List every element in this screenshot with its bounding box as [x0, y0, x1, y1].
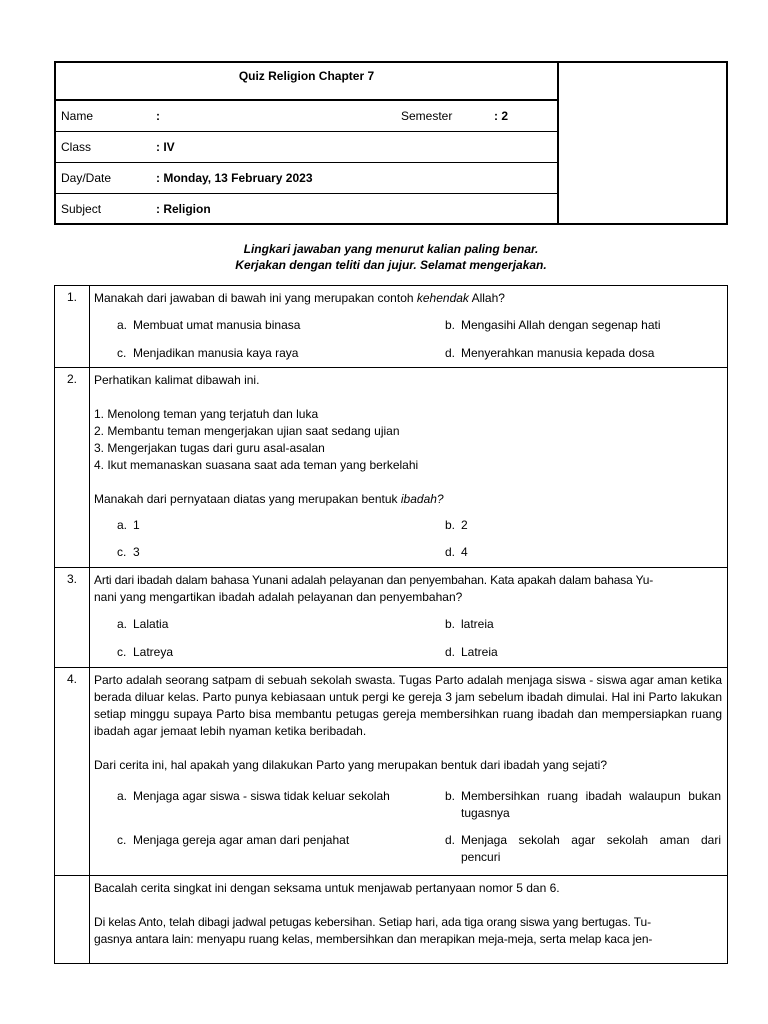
option-d[interactable]	[445, 832, 721, 866]
name-label: Name	[61, 109, 94, 123]
option-a[interactable]	[117, 616, 168, 633]
option-letter: d.	[445, 645, 456, 659]
statement-4: 4. Ikut memanaskan suasana saat ada teman yang berkelahi	[94, 458, 419, 472]
semester-label: Semester	[401, 109, 453, 123]
option-text: Lalatia	[133, 617, 169, 631]
question-text	[94, 672, 722, 774]
subject-label: Subject	[61, 202, 102, 216]
statement-2: 2. Membantu teman mengerjakan ujian saat sedang ujian	[94, 424, 400, 438]
statement-1: 1. Menolong teman yang terjatuh dan luka	[94, 407, 319, 421]
option-text: 1	[133, 518, 140, 532]
question-text	[94, 290, 722, 307]
statement-3: 3. Mengerjakan tugas dari guru asal-asalan	[94, 441, 325, 455]
option-text: Latreya	[133, 645, 174, 659]
option-c[interactable]	[117, 832, 417, 849]
option-text: Mengasihi Allah dengan segenap hati	[461, 318, 661, 332]
semester-value: : 2	[494, 109, 509, 123]
question-text	[94, 572, 722, 606]
option-letter: b.	[445, 617, 456, 631]
subject-row	[56, 194, 557, 225]
instruction-line-1: Lingkari jawaban yang menurut kalian paling benar.	[243, 242, 539, 256]
question-intro: Perhatikan kalimat dibawah ini.	[94, 373, 260, 387]
option-d[interactable]	[445, 644, 498, 661]
question-number: 1.	[55, 286, 90, 367]
option-d[interactable]	[445, 345, 654, 362]
option-c[interactable]	[117, 644, 173, 661]
question-number: 3.	[55, 568, 90, 667]
option-letter: d.	[445, 346, 456, 360]
subject-value: : Religion	[156, 202, 211, 216]
question-number: 4.	[55, 668, 90, 875]
question-prompt: Dari cerita ini, hal apakah yang dilakukan Parto yang merupakan bentuk dari ibadah yang sejati?	[94, 758, 607, 772]
question-text	[94, 372, 722, 508]
question-emphasis: kehendak	[416, 291, 469, 305]
story-line: Di kelas Anto, telah dibagi jadwal petugas kebersihan. Setiap hari, ada tiga orang siswa yang bertugas. Tu-	[94, 915, 651, 929]
name-value: :	[156, 109, 160, 123]
option-text: Menjaga sekolah agar sekolah aman dari pencuri	[461, 833, 721, 864]
question-line: nani yang mengartikan ibadah adalah pelayanan dan penyembahan?	[94, 590, 463, 604]
question-number	[55, 876, 90, 963]
option-letter: b.	[445, 318, 456, 332]
question-1	[54, 285, 728, 368]
date-row	[56, 163, 557, 194]
option-letter: a.	[117, 617, 128, 631]
instruction-line-2: Kerjakan dengan teliti dan jujur. Selamat mengerjakan.	[235, 258, 547, 272]
option-d[interactable]	[445, 544, 468, 561]
option-letter: a.	[117, 789, 128, 803]
question-2	[54, 367, 728, 568]
option-letter: a.	[117, 518, 128, 532]
question-text-part: Manakah dari pernyataan diatas yang merupakan bentuk	[94, 492, 401, 506]
instructions	[54, 241, 728, 273]
option-letter: b.	[445, 789, 456, 803]
option-b[interactable]	[445, 616, 494, 633]
header-info	[56, 63, 559, 223]
question-prompt	[94, 491, 722, 508]
story-block	[54, 875, 728, 964]
option-text: Menjaga agar siswa - siswa tidak keluar sekolah	[133, 789, 390, 803]
header-box	[54, 61, 728, 225]
question-text-part: Manakah dari jawaban di bawah ini yang merupakan contoh	[94, 291, 417, 305]
option-letter: d.	[445, 833, 456, 847]
option-letter: c.	[117, 833, 127, 847]
option-text: 3	[133, 545, 140, 559]
option-text: 2	[461, 518, 468, 532]
quiz-title: Quiz Religion Chapter 7	[56, 63, 557, 101]
option-text: Membersihkan ruang ibadah walaupun bukan tugasnya	[461, 789, 721, 820]
option-c[interactable]	[117, 345, 298, 362]
date-label: Day/Date	[61, 171, 112, 185]
option-b[interactable]	[445, 317, 661, 334]
option-letter: b.	[445, 518, 456, 532]
option-text: Menyerahkan manusia kepada dosa	[461, 346, 655, 360]
option-a[interactable]	[117, 517, 140, 534]
story-paragraph: Parto adalah seorang satpam di sebuah sekolah swasta. Tugas Parto adalah menjaga siswa - siswa agar aman ketika berada diluar kelas. Parto punya kebiasaan untuk pergi ke gereja 3 jam sebelum ibadah dimulai. Hal ini Parto lakukan setiap minggu supaya Parto bisa membantu petugas gereja membersihkan ruang ibadah dan mempersiapkan ruang ibadah agar jemaat lebih nyaman ketika beribadah.	[94, 673, 722, 738]
name-row	[56, 101, 557, 132]
class-value: : IV	[156, 140, 175, 154]
question-text-part: Allah?	[468, 291, 505, 305]
option-b[interactable]	[445, 788, 721, 822]
option-letter: c.	[117, 545, 127, 559]
option-letter: d.	[445, 545, 456, 559]
option-a[interactable]	[117, 788, 417, 805]
option-c[interactable]	[117, 544, 140, 561]
date-value: : Monday, 13 February 2023	[156, 171, 313, 185]
option-text: Membuat umat manusia binasa	[133, 318, 301, 332]
option-letter: a.	[117, 318, 128, 332]
question-3	[54, 567, 728, 668]
class-label: Class	[61, 140, 92, 154]
option-text: Latreia	[461, 645, 498, 659]
option-text: Menjadikan manusia kaya raya	[133, 346, 299, 360]
option-letter: c.	[117, 346, 127, 360]
story-line: gasnya antara lain: menyapu ruang kelas, membersihkan dan merapikan meja-meja, serta melap kaca jen-	[94, 932, 653, 946]
option-text: Menjaga gereja agar aman dari penjahat	[133, 833, 350, 847]
option-a[interactable]	[117, 317, 300, 334]
option-letter: c.	[117, 645, 127, 659]
option-text: latreia	[461, 617, 494, 631]
question-line: Arti dari ibadah dalam bahasa Yunani adalah pelayanan dan penyembahan. Kata apakah dalam bahasa Yu-	[94, 573, 654, 587]
story-text	[94, 880, 722, 948]
question-emphasis: ibadah?	[400, 492, 444, 506]
question-4	[54, 667, 728, 876]
option-b[interactable]	[445, 517, 468, 534]
class-row	[56, 132, 557, 163]
option-text: 4	[461, 545, 468, 559]
question-number: 2.	[55, 368, 90, 567]
story-intro: Bacalah cerita singkat ini dengan seksama untuk menjawab pertanyaan nomor 5 dan 6.	[94, 881, 560, 895]
